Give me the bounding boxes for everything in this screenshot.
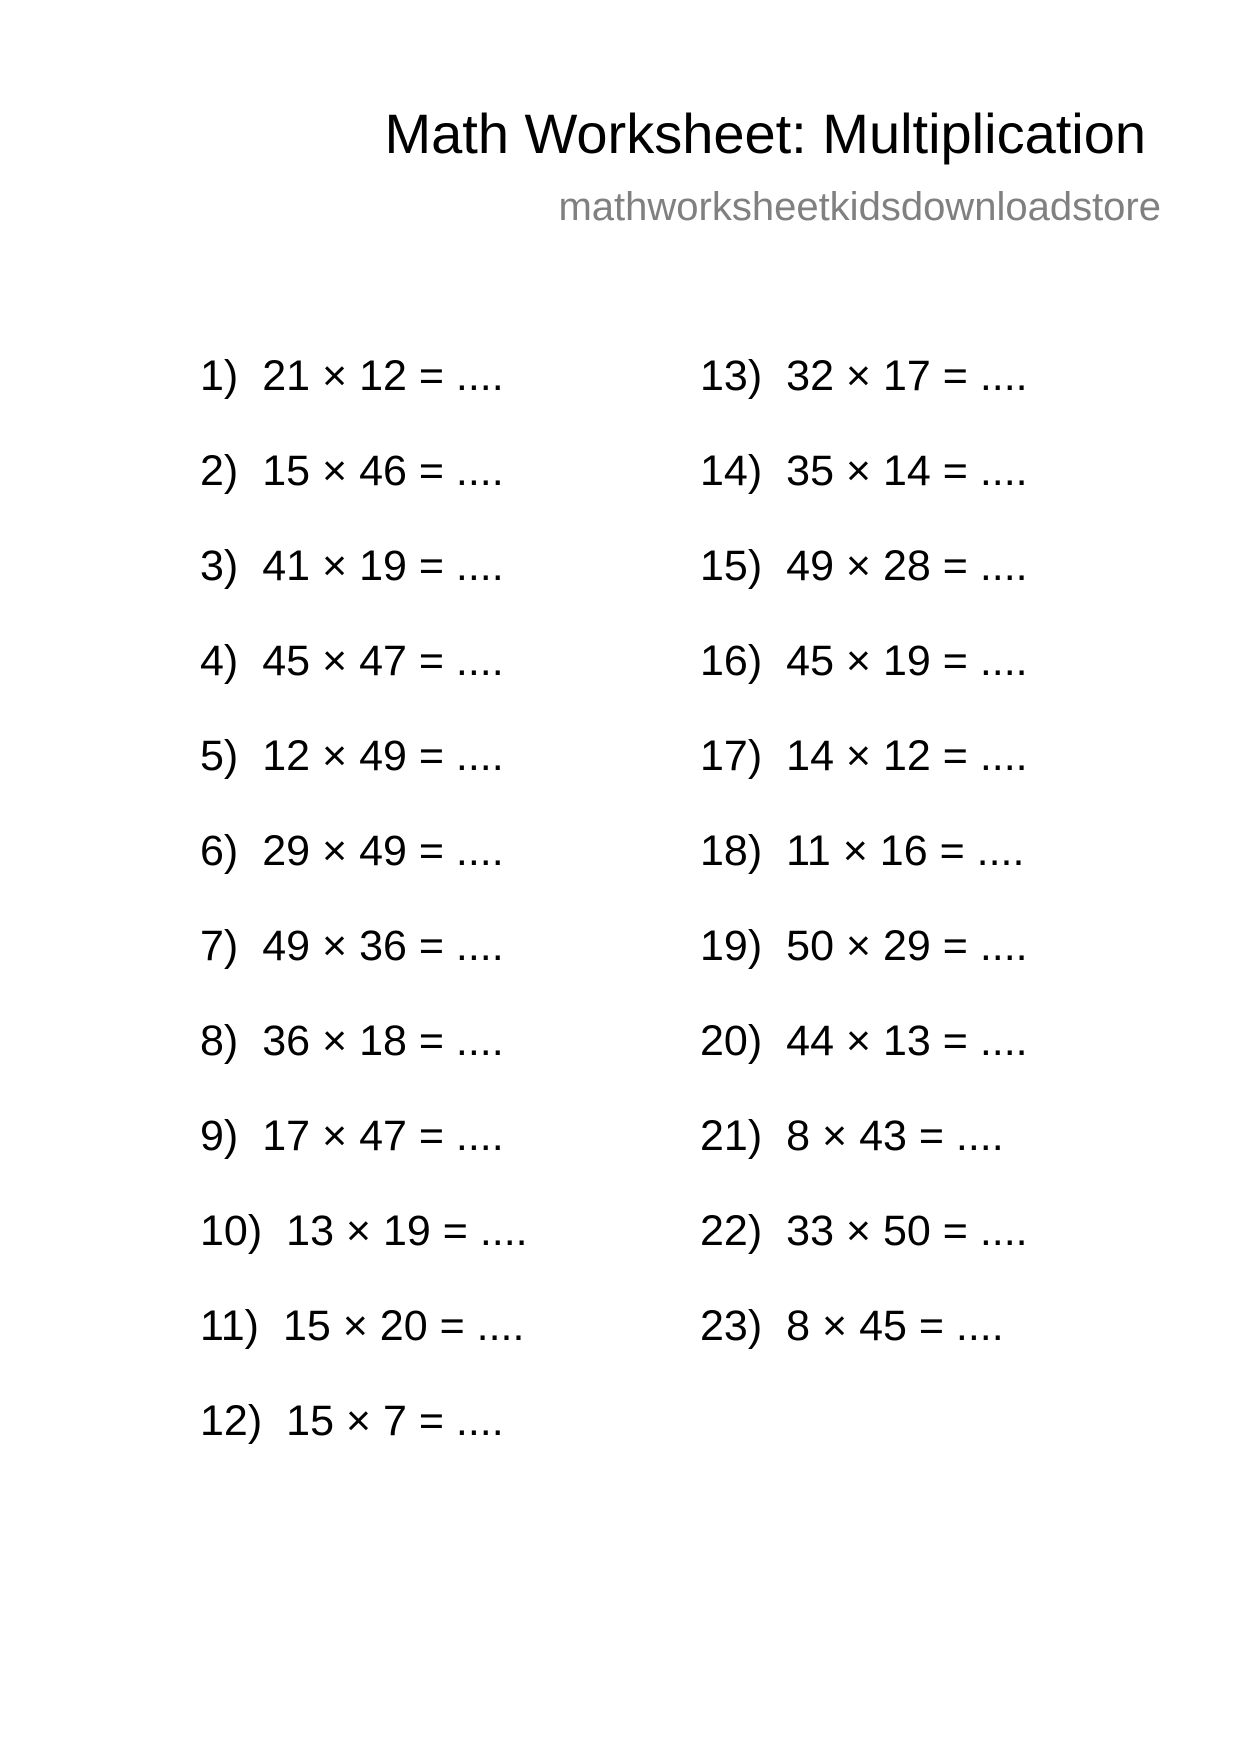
problem-number: 23) xyxy=(700,1302,763,1350)
problem-item xyxy=(700,538,1028,633)
problem-expression: 44 × 13 = .... xyxy=(786,1017,1028,1065)
problem-number: 16) xyxy=(700,637,763,685)
problem-expression: 17 × 47 = .... xyxy=(262,1112,504,1160)
problem-number: 18) xyxy=(700,827,763,875)
worksheet-header xyxy=(384,100,1161,232)
problem-item xyxy=(200,1393,528,1488)
problem-number: 2) xyxy=(200,447,239,495)
problem-item xyxy=(200,443,528,538)
problem-expression: 33 × 50 = .... xyxy=(786,1207,1028,1255)
problem-number: 13) xyxy=(700,352,763,400)
page-subtitle: mathworksheetkidsdownloadstore xyxy=(558,185,1161,229)
problem-number: 3) xyxy=(200,542,239,590)
problem-item xyxy=(700,823,1028,918)
problem-item xyxy=(700,918,1028,1013)
problem-number: 21) xyxy=(700,1112,763,1160)
problem-item xyxy=(700,443,1028,538)
problem-expression: 15 × 46 = .... xyxy=(262,447,504,495)
problem-expression: 11 × 16 = .... xyxy=(786,827,1025,875)
problem-number: 10) xyxy=(200,1207,263,1255)
problem-expression: 15 × 7 = .... xyxy=(286,1397,504,1445)
problem-item xyxy=(700,1108,1028,1203)
problem-expression: 14 × 12 = .... xyxy=(786,732,1028,780)
page-title: Math Worksheet: Multiplication xyxy=(384,102,1146,165)
problem-list-right xyxy=(700,348,1028,1393)
problem-list-left xyxy=(200,348,528,1488)
problem-number: 15) xyxy=(700,542,763,590)
problem-expression: 49 × 36 = .... xyxy=(262,922,504,970)
problem-item xyxy=(200,348,528,443)
problem-expression: 8 × 45 = .... xyxy=(786,1302,1004,1350)
problem-item xyxy=(200,728,528,823)
problem-number: 5) xyxy=(200,732,239,780)
problem-expression: 35 × 14 = .... xyxy=(786,447,1028,495)
problem-item xyxy=(700,1298,1028,1393)
problem-expression: 8 × 43 = .... xyxy=(786,1112,1004,1160)
problem-item xyxy=(200,823,528,918)
problem-expression: 15 × 20 = .... xyxy=(282,1302,525,1350)
problem-item xyxy=(200,1013,528,1108)
problem-item xyxy=(700,348,1028,443)
problem-number: 9) xyxy=(200,1112,239,1160)
problem-number: 6) xyxy=(200,827,239,875)
problem-expression: 29 × 49 = .... xyxy=(262,827,504,875)
problem-number: 14) xyxy=(700,447,763,495)
problem-expression: 12 × 49 = .... xyxy=(262,732,504,780)
problem-item xyxy=(700,728,1028,823)
problem-number: 8) xyxy=(200,1017,239,1065)
problem-number: 12) xyxy=(200,1397,263,1445)
problem-number: 22) xyxy=(700,1207,763,1255)
problem-expression: 21 × 12 = .... xyxy=(262,352,504,400)
problem-expression: 45 × 19 = .... xyxy=(786,637,1028,685)
problem-number: 11) xyxy=(200,1302,259,1350)
problem-expression: 50 × 29 = .... xyxy=(786,922,1028,970)
problem-expression: 32 × 17 = .... xyxy=(786,352,1028,400)
problem-number: 4) xyxy=(200,637,239,685)
problem-item xyxy=(200,1203,528,1298)
problem-item xyxy=(200,1108,528,1203)
problem-expression: 45 × 47 = .... xyxy=(262,637,504,685)
problem-item xyxy=(700,1013,1028,1108)
problem-item xyxy=(200,918,528,1013)
problem-number: 19) xyxy=(700,922,763,970)
problem-expression: 49 × 28 = .... xyxy=(786,542,1028,590)
problem-item xyxy=(700,1203,1028,1298)
problem-expression: 36 × 18 = .... xyxy=(262,1017,504,1065)
problem-number: 20) xyxy=(700,1017,763,1065)
problem-item xyxy=(200,1298,528,1393)
problem-item xyxy=(200,633,528,728)
problem-number: 17) xyxy=(700,732,763,780)
problem-item xyxy=(200,538,528,633)
problem-number: 1) xyxy=(200,352,239,400)
problem-item xyxy=(700,633,1028,728)
problem-expression: 13 × 19 = .... xyxy=(286,1207,528,1255)
problem-expression: 41 × 19 = .... xyxy=(262,542,504,590)
problem-number: 7) xyxy=(200,922,239,970)
